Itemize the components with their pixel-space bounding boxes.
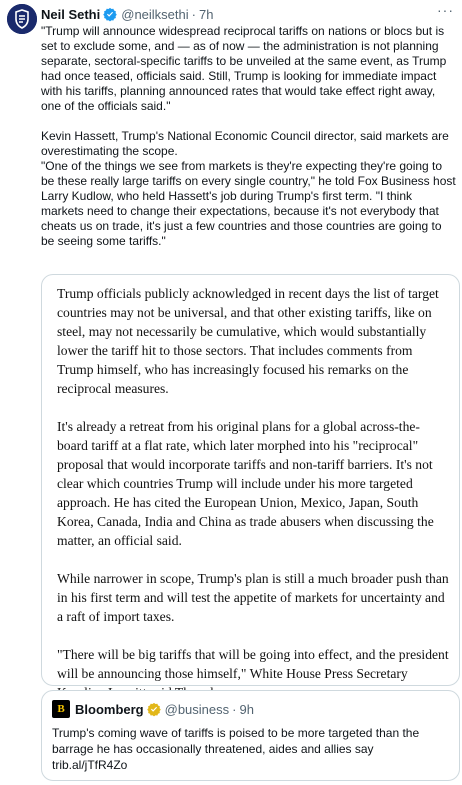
gold-verified-badge-icon	[147, 702, 161, 716]
more-options-icon[interactable]: ···	[437, 2, 454, 18]
article-screenshot-image[interactable]	[41, 274, 460, 686]
tweet-paragraph: "One of the things we see from markets is they're expecting they're going to be these really large tariffs on every single country," he told Fox Business host Larry Kudlow, who held Hassett's job during Trump's first term. "I think markets need to change their expectations, because it's not everybody that cheats us on trade, it's just a few countries and those countries are going to be seeing some tariffs."	[41, 159, 456, 248]
article-paragraph: Trump officials publicly acknowledged in recent days the list of target countries may not be universal, and that other existing tariffs, like on steel, may not necessarily be cumulative, which would substantially lower the tariff hit to those sectors. That includes comments from Trump himself, who has increasingly focused his remarks on the reciprocal measures.	[57, 286, 439, 396]
article-paragraph: It's already a retreat from his original plans for a global across-the-board tariff at a flat rate, which later morphed into his "reciprocal" proposal that would incorporate tariffs and non-tariff barriers. It's not clear which countries Trump will include under his more targeted approach. He has cited the European Union, Mexico, Japan, South Korea, Canada, India and China as trade abusers when discussing the matter, an official said.	[57, 419, 434, 548]
article-text	[57, 284, 449, 721]
quoted-tweet-header	[52, 700, 254, 718]
tweet-paragraph: "Trump will announce widespread reciprocal tariffs on nations or blocs but is set to exclude some, and — as of now — the administration is not planning separate, sectoral-specific tariffs to be unveiled at the same event, as Trump had once teased, officials said. Still, Trump is looking for immediate impact with his tariffs, planning announced rates that would take effect right away, one of the officials said."	[41, 24, 447, 113]
quoted-author-name[interactable]: Bloomberg	[75, 701, 144, 717]
author-handle[interactable]: @neilksethi	[121, 6, 189, 22]
quoted-tweet-text: Trump's coming wave of tariffs is poised to be more targeted than the barrage he has occasionally threatened, aides and allies say trib.al/jTfR4Zo	[52, 726, 420, 772]
shield-logo-icon	[7, 4, 37, 34]
avatar[interactable]	[7, 4, 37, 34]
tweet-header	[41, 4, 213, 24]
quoted-tweet[interactable]	[41, 690, 460, 781]
tweet-text	[41, 24, 457, 249]
logo-letter: B	[57, 703, 65, 715]
verified-badge-icon	[103, 7, 117, 21]
author-name[interactable]: Neil Sethi	[41, 6, 101, 22]
article-paragraph: "There will be big tariffs that will be going into effect, and the president will be announcing those himself," White House Press Secretary	[57, 647, 449, 681]
separator-dot: ·	[232, 701, 237, 717]
timestamp[interactable]: 7h	[199, 6, 214, 22]
separator-dot: ·	[191, 6, 196, 22]
tweet-paragraph: Kevin Hassett, Trump's National Economic Council director, said markets are overestimating the scope.	[41, 129, 449, 158]
article-paragraph: While narrower in scope, Trump's plan is still a much broader push than in his first term and will test the appetite of markets for uncertainty and a raft of import taxes.	[57, 571, 449, 624]
quoted-author-handle[interactable]: @business	[164, 701, 230, 717]
bloomberg-logo-icon[interactable]	[52, 700, 70, 718]
quoted-timestamp[interactable]: 9h	[239, 701, 254, 717]
